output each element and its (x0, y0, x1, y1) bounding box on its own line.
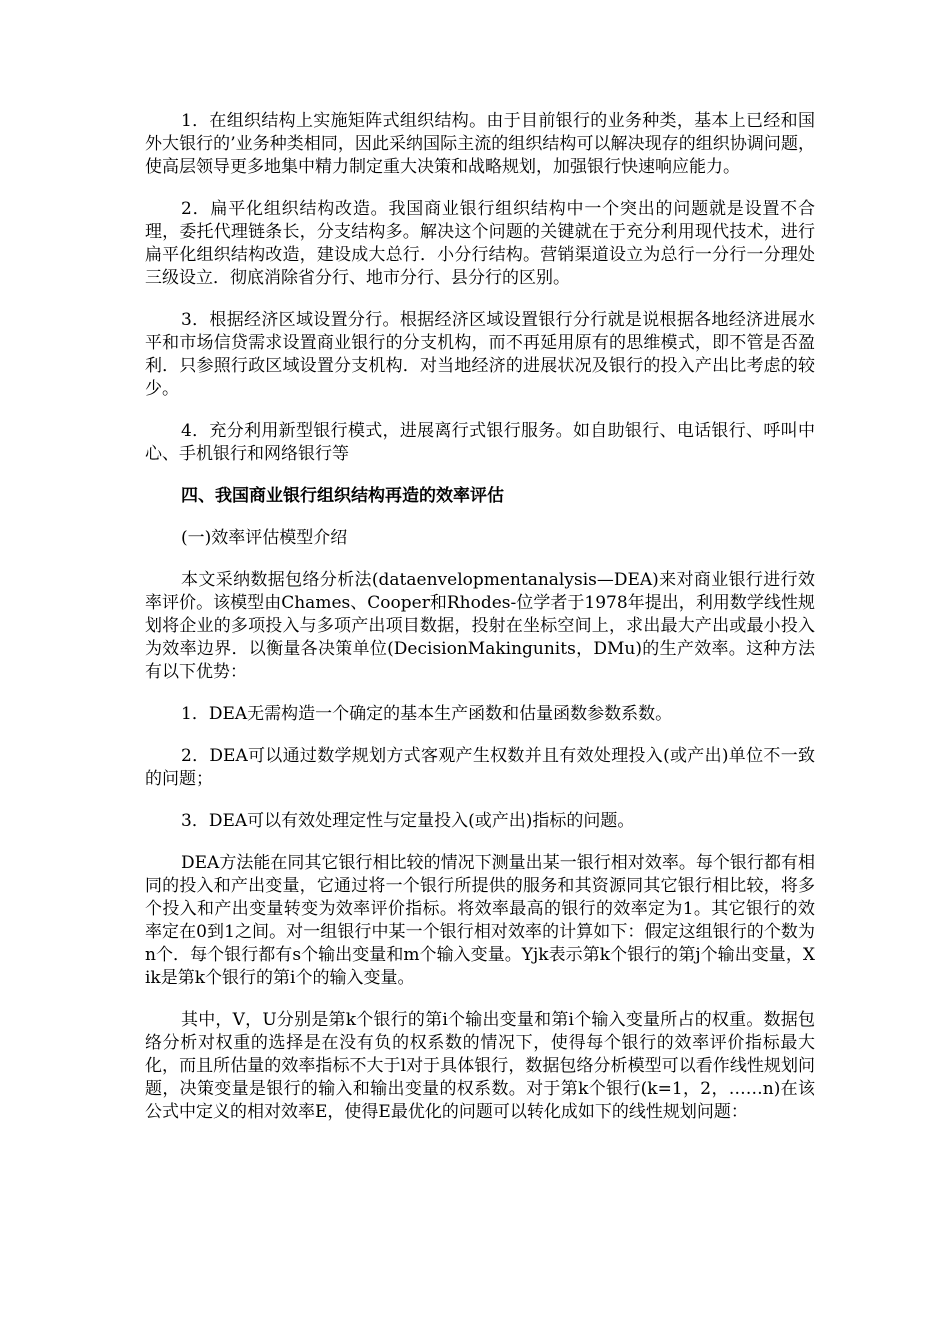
paragraph-dea-method: DEA方法能在同其它银行相比较的情况下测量出某一银行相对效率。每个银行都有相同的投入和产出变量，它通过将一个银行所提供的服务和其资源同其它银行相比较，将多个投入和产出变量转变为效率评价指标。将效率最高的银行的效率定为1。其它银行的效率定在0到1之间。对一组银行中某一个银行相对效率的计算如下：假定这组银行的个数为n个．每个银行都有s个输出变量和m个输入变量。Yjk表示第k个银行的第j个输出变量，Xik是第k个银行的第i个的输入变量。 (145, 853, 815, 988)
paragraph-dea-advantage-3: 3．DEA可以有效处理定性与定量投入(或产出)指标的问题。 (181, 811, 635, 831)
paragraph-dea-advantage-2: 2．DEA可以通过数学规划方式客观产生权数并且有效处理投入(或产出)单位不一致的问题； (145, 746, 815, 789)
paragraph-new-bank-mode: 4．充分利用新型银行模式，进展离行式银行服务。如自助银行、电话银行、呼叫中心、手机银行和网络银行等 (145, 421, 815, 464)
document-body (145, 110, 815, 1143)
paragraph-flat-structure: 2．扁平化组织结构改造。我国商业银行组织结构中一个突出的问题就是设置不合理，委托代理链条长，分支结构多。解决这个问题的关键就在于充分利用现代技术，进行扁平化组织结构改造，建设成大总行．小分行结构。营销渠道设立为总行一分行一分理处三级设立．彻底消除省分行、地市分行、县分行的区别。 (145, 199, 815, 288)
paragraph-dea-advantage-1: 1．DEA无需构造一个确定的基本生产函数和估量函数参数系数。 (181, 704, 673, 724)
section-heading: 四、我国商业银行组织结构再造的效率评估 (181, 486, 504, 506)
paragraph-economic-region: 3．根据经济区域设置分行。根据经济区域设置银行分行就是说根据各地经济进展水平和市场信贷需求设置商业银行的分支机构，而不再延用原有的思维模式，即不管是否盈利．只参照行政区域设置分支机构．对当地经济的进展状况及银行的投入产出比考虑的较少。 (145, 310, 815, 399)
subsection-heading: (一)效率评估模型介绍 (181, 528, 348, 548)
paragraph-weights: 其中，V，U分别是第k个银行的第i个输出变量和第i个输入变量所占的权重。数据包络分析对权重的选择是在没有负的权系数的情况下，使得每个银行的效率评价指标最大化，而且所估量的效率指标不大于l对于具体银行，数据包络分析模型可以看作线性规划问题，决策变量是银行的输入和输出变量的权系数。对于第k个银行(k=1，2，……n)在该公式中定义的相对效率E，使得E最优化的问题可以转化成如下的线性规划问题： (145, 1010, 815, 1122)
paragraph-dea-intro: 本文采纳数据包络分析法(dataenvelopmentanalysis—DEA)来对商业银行进行效率评价。该模型由Chames、Cooper和Rhodes-位学者于1978年提出，利用数学线性规划将企业的多项投入与多项产出项目数据，投射在坐标空间上，求出最大产出或最小投入为效率边界．以衡量各决策单位(DecisionMakingunits，DMu)的生产效率。这种方法有以下优势： (145, 570, 815, 682)
paragraph-matrix-structure: 1．在组织结构上实施矩阵式组织结构。由于目前银行的业务种类，基本上已经和国外大银行的’业务种类相同，因此采纳国际主流的组织结构可以解决现存的组织协调问题，使高层领导更多地集中精力制定重大决策和战略规划，加强银行快速响应能力。 (145, 111, 815, 177)
